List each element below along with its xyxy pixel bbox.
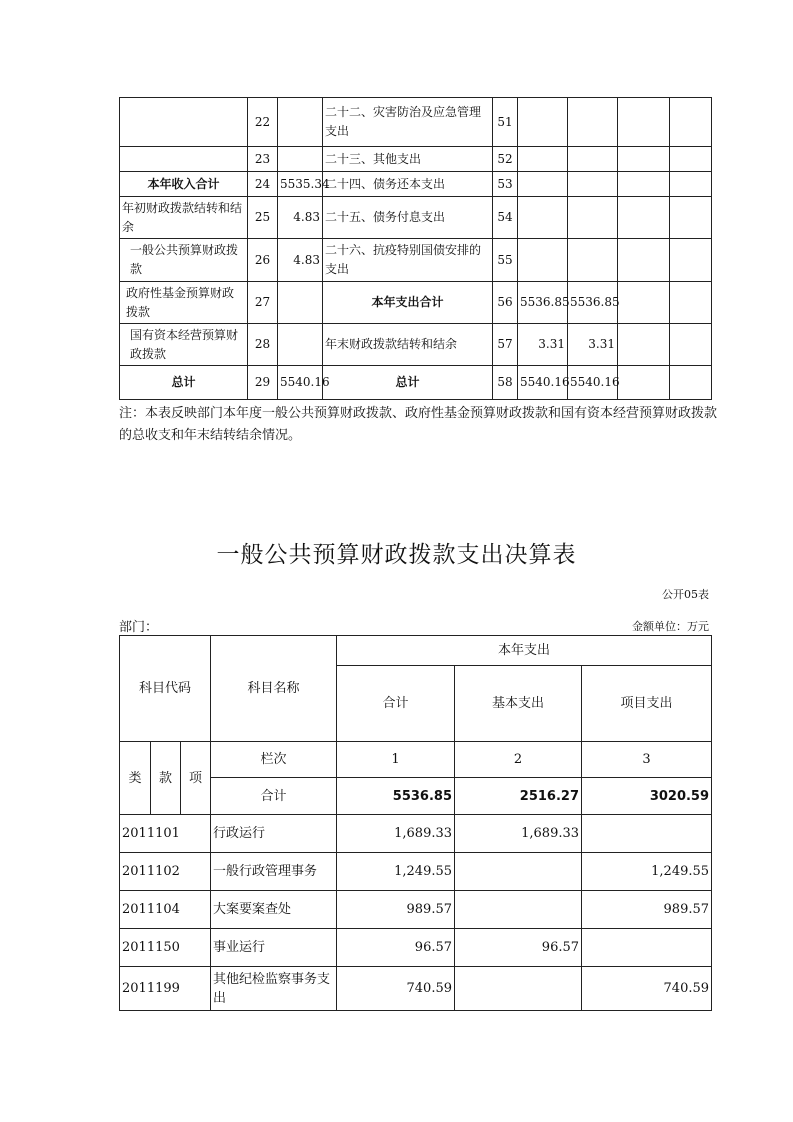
expense-item-label: 年末财政拨款结转和结余 <box>323 324 493 366</box>
table-row <box>120 172 712 197</box>
unit-label: 金额单位：万元 <box>632 620 709 633</box>
total-value: 1,689.33 <box>337 815 455 853</box>
table-row <box>120 197 712 239</box>
table-row <box>120 239 712 282</box>
table-row <box>120 282 712 324</box>
expense-total-value <box>518 239 568 282</box>
column-number-label: 栏次 <box>211 742 337 778</box>
column-number-3: 3 <box>582 742 712 778</box>
row-number: 51 <box>493 98 518 147</box>
basic-value: 96.57 <box>455 929 582 967</box>
income-item-label: 年初财政拨款结转和结余 <box>120 197 248 239</box>
expense-total-value <box>518 98 568 147</box>
table-row <box>120 147 712 172</box>
expense-capital-value <box>670 239 712 282</box>
expense-total-value <box>518 147 568 172</box>
table-note: 注：本表反映部门本年度一般公共预算财政拨款、政府性基金预算财政拨款和国有资本经营预算财政拨款的总收支和年末结转结余情况。 <box>119 406 718 443</box>
table-row <box>120 853 712 891</box>
table-code: 公开05表 <box>662 588 709 601</box>
basic-value: 1,689.33 <box>455 815 582 853</box>
expenditure-table <box>119 635 712 1011</box>
expense-general-value: 3.31 <box>568 324 618 366</box>
column-number-1: 1 <box>337 742 455 778</box>
subject-name: 大案要案查处 <box>211 891 337 929</box>
subject-code: 2011150 <box>120 929 211 967</box>
income-item-label: 总计 <box>120 366 248 400</box>
table-row <box>120 891 712 929</box>
expense-total-value: 5536.85 <box>518 282 568 324</box>
xiang-header: 项 <box>181 742 211 815</box>
expense-item-label: 本年支出合计 <box>323 282 493 324</box>
sum-project-value: 3020.59 <box>582 778 712 815</box>
subject-name: 行政运行 <box>211 815 337 853</box>
project-value <box>582 815 712 853</box>
expense-general-value: 5540.16 <box>568 366 618 400</box>
row-number: 56 <box>493 282 518 324</box>
total-value: 740.59 <box>337 967 455 1011</box>
subject-code: 2011199 <box>120 967 211 1011</box>
table-row <box>120 324 712 366</box>
row-number: 54 <box>493 197 518 239</box>
header-row <box>120 636 712 666</box>
expense-capital-value <box>670 147 712 172</box>
income-value <box>278 98 323 147</box>
income-item-label: 国有资本经营预算财政拨款 <box>120 324 248 366</box>
expense-capital-value <box>670 366 712 400</box>
current-year-header: 本年支出 <box>337 636 712 666</box>
income-value <box>278 282 323 324</box>
total-value: 96.57 <box>337 929 455 967</box>
total-value: 989.57 <box>337 891 455 929</box>
expense-item-label: 二十二、灾害防治及应急管理支出 <box>323 98 493 147</box>
income-value: 4.83 <box>278 197 323 239</box>
expense-fund-value <box>618 197 670 239</box>
income-value <box>278 147 323 172</box>
income-value: 5540.16 <box>278 366 323 400</box>
column-number-2: 2 <box>455 742 582 778</box>
row-number: 29 <box>248 366 278 400</box>
expense-fund-value <box>618 324 670 366</box>
page-title: 一般公共预算财政拨款支出决算表 <box>216 542 577 568</box>
sum-label: 合计 <box>211 778 337 815</box>
subject-code: 2011101 <box>120 815 211 853</box>
sum-total-value: 5536.85 <box>337 778 455 815</box>
expense-capital-value <box>670 197 712 239</box>
row-number: 53 <box>493 172 518 197</box>
expense-item-label: 二十六、抗疫特别国债安排的支出 <box>323 239 493 282</box>
total-header: 合计 <box>337 666 455 742</box>
subject-name: 事业运行 <box>211 929 337 967</box>
table-row <box>120 967 712 1011</box>
basic-value <box>455 853 582 891</box>
expense-capital-value <box>670 324 712 366</box>
column-number-row <box>120 742 712 778</box>
project-value: 989.57 <box>582 891 712 929</box>
row-number: 22 <box>248 98 278 147</box>
expense-capital-value <box>670 172 712 197</box>
project-header: 项目支出 <box>582 666 712 742</box>
row-number: 55 <box>493 239 518 282</box>
basic-value <box>455 891 582 929</box>
row-number: 57 <box>493 324 518 366</box>
department-label: 部门： <box>119 620 159 635</box>
subject-code: 2011102 <box>120 853 211 891</box>
table-row <box>120 98 712 147</box>
expense-fund-value <box>618 172 670 197</box>
expense-total-value <box>518 172 568 197</box>
project-value <box>582 929 712 967</box>
basic-header: 基本支出 <box>455 666 582 742</box>
expense-total-value: 5540.16 <box>518 366 568 400</box>
lei-header: 类 <box>120 742 151 815</box>
table-row <box>120 815 712 853</box>
expense-general-value <box>568 239 618 282</box>
basic-value <box>455 967 582 1011</box>
table-row <box>120 366 712 400</box>
income-value: 5535.34 <box>278 172 323 197</box>
row-number: 23 <box>248 147 278 172</box>
subject-code-header: 科目代码 <box>120 636 211 742</box>
expense-capital-value <box>670 98 712 147</box>
row-number: 27 <box>248 282 278 324</box>
total-value: 1,249.55 <box>337 853 455 891</box>
row-number: 52 <box>493 147 518 172</box>
row-number: 28 <box>248 324 278 366</box>
expense-total-value: 3.31 <box>518 324 568 366</box>
row-number: 58 <box>493 366 518 400</box>
expense-general-value <box>568 172 618 197</box>
expense-fund-value <box>618 98 670 147</box>
project-value: 1,249.55 <box>582 853 712 891</box>
income-item-label: 政府性基金预算财政拨款 <box>120 282 248 324</box>
subject-code: 2011104 <box>120 891 211 929</box>
income-item-label <box>120 147 248 172</box>
fiscal-summary-table <box>119 97 712 400</box>
expense-item-label: 二十四、债务还本支出 <box>323 172 493 197</box>
sum-basic-value: 2516.27 <box>455 778 582 815</box>
expense-item-label: 总计 <box>323 366 493 400</box>
kuan-header: 款 <box>151 742 181 815</box>
expense-fund-value <box>618 366 670 400</box>
expense-item-label: 二十五、债务付息支出 <box>323 197 493 239</box>
income-item-label: 一般公共预算财政拨款 <box>120 239 248 282</box>
row-number: 26 <box>248 239 278 282</box>
table-row <box>120 929 712 967</box>
row-number: 24 <box>248 172 278 197</box>
subject-name: 其他纪检监察事务支出 <box>211 967 337 1011</box>
expense-total-value <box>518 197 568 239</box>
subject-name: 一般行政管理事务 <box>211 853 337 891</box>
expense-general-value <box>568 147 618 172</box>
expense-general-value <box>568 197 618 239</box>
expense-capital-value <box>670 282 712 324</box>
income-value <box>278 324 323 366</box>
expense-general-value: 5536.85 <box>568 282 618 324</box>
expense-item-label: 二十三、其他支出 <box>323 147 493 172</box>
income-value: 4.83 <box>278 239 323 282</box>
project-value: 740.59 <box>582 967 712 1011</box>
expense-fund-value <box>618 239 670 282</box>
subject-name-header: 科目名称 <box>211 636 337 742</box>
row-number: 25 <box>248 197 278 239</box>
income-item-label <box>120 98 248 147</box>
income-item-label: 本年收入合计 <box>120 172 248 197</box>
expense-fund-value <box>618 147 670 172</box>
expense-general-value <box>568 98 618 147</box>
expense-fund-value <box>618 282 670 324</box>
